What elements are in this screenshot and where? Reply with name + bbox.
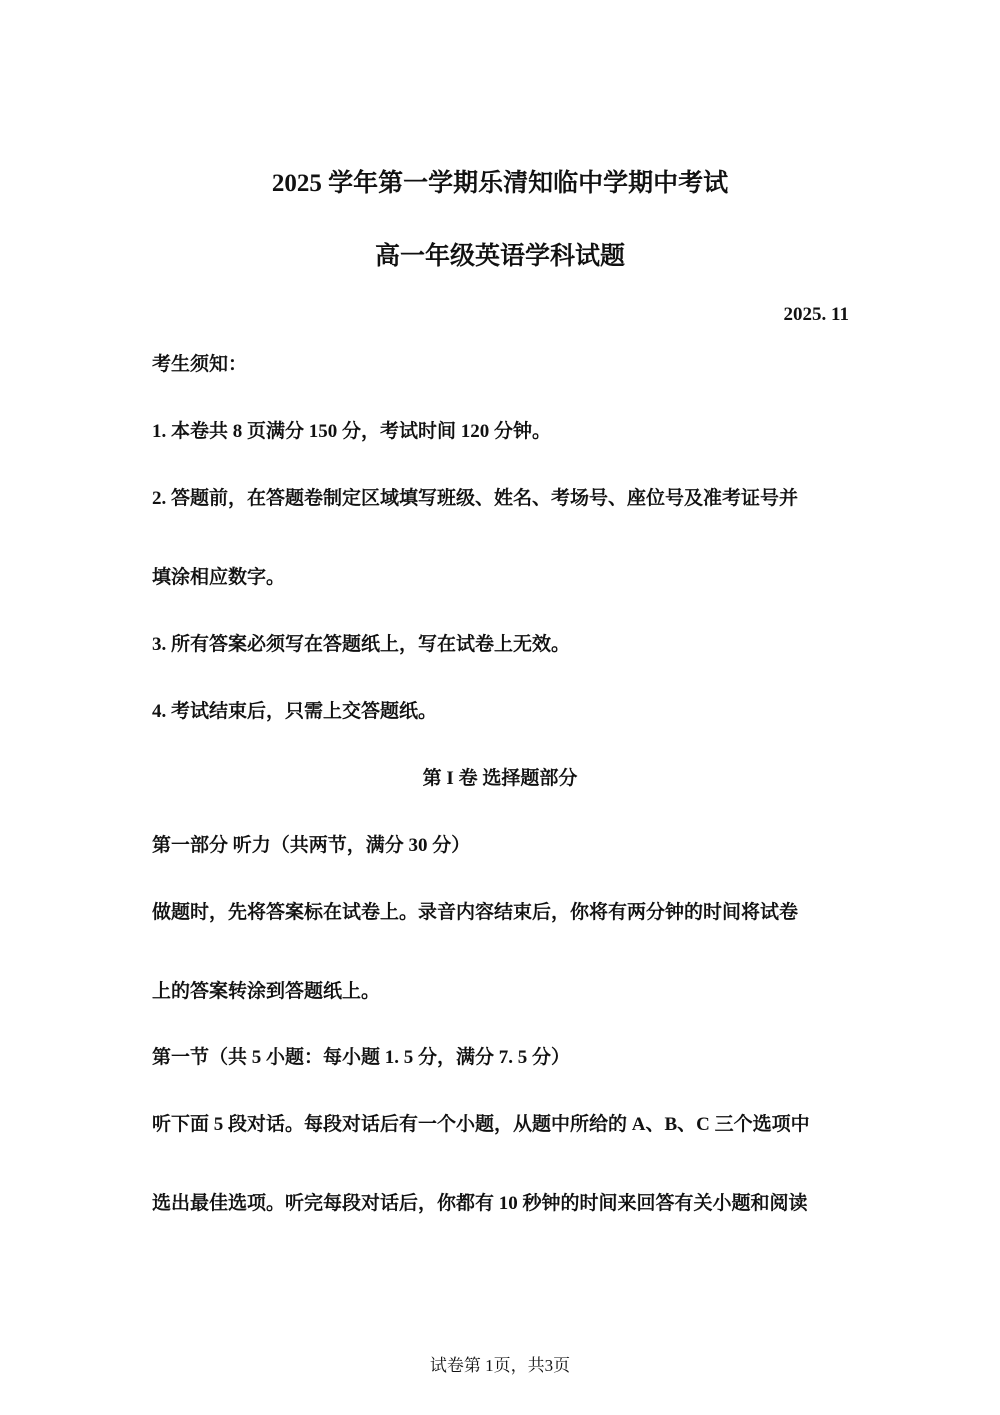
- exam-title: 2025 学年第一学期乐清知临中学期中考试: [271, 170, 729, 197]
- page-footer: 试卷第 1页，共3页: [429, 1356, 571, 1375]
- part1-heading: 第一部分 听力（共两节，满分 30 分）: [152, 835, 471, 856]
- part1-instruction-line-2: 上的答案转涂到答题纸上。: [152, 981, 381, 1002]
- notice-item-2-line-2: 填涂相应数字。: [152, 567, 286, 588]
- exam-subtitle: 高一年级英语学科试题: [374, 243, 625, 270]
- section1-heading: 第一节（共 5 小题：每小题 1. 5 分，满分 7. 5 分）: [152, 1047, 571, 1068]
- notice-item-2-line-1: 2. 答题前，在答题卷制定区域填写班级、姓名、考场号、座位号及准考证号并: [152, 488, 799, 509]
- notice-heading: 考生须知：: [152, 354, 248, 375]
- section1-instruction-line-2: 选出最佳选项。听完每段对话后，你都有 10 秒钟的时间来回答有关小题和阅读: [152, 1193, 808, 1214]
- notice-item-4: 4. 考试结束后，只需上交答题纸。: [152, 701, 438, 722]
- section1-instruction-line-1: 听下面 5 段对话。每段对话后有一个小题，从题中所给的 A、B、C 三个选项中: [152, 1114, 810, 1135]
- part1-instruction-line-1: 做题时，先将答案标在试卷上。录音内容结束后，你将有两分钟的时间将试卷: [152, 902, 799, 923]
- volume-heading: 第 I 卷 选择题部分: [422, 768, 578, 789]
- notice-item-1: 1. 本卷共 8 页满分 150 分，考试时间 120 分钟。: [152, 421, 552, 442]
- notice-item-3: 3. 所有答案必须写在答题纸上，写在试卷上无效。: [152, 634, 571, 655]
- exam-date: 2025. 11: [783, 304, 849, 325]
